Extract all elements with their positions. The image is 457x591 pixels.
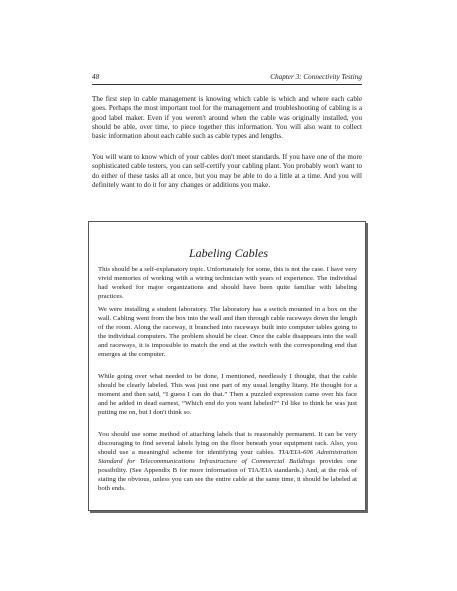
sidebar-paragraph-2: We were installing a student laboratory. The laboratory has a switch mounted in a box on the wall. Cabling went from the box into the wall and then through cable raceways down the length of the room. Along the raceway, it branched into raceways built into computer tables going to the individual computers. The problem should be clear. Once the cable disappears into the wall and raceways, it is impossible to match the end at the switch with the corresponding end that emerges at the computer. (98, 306, 357, 359)
sidebar-paragraph-4-text-a: You should use some method of attaching labels that is reasonably permanent. It can be very discouraging to find several labels lying on the floor beneath your equipment rack. Also, you should use a meaningful scheme for identifying your cables. (98, 431, 357, 457)
page-number: 48 (92, 73, 100, 81)
sidebar-paragraph-4 (98, 430, 357, 493)
body-paragraph-2: You will want to know which of your cables don't meet standards. If you have one of the more sophisticated cable testers, you can self-certify your cabling plant. You probably won't want to do either of these tasks all at once, but you may be able to do a little at a time. And you will definitely want to do it for any changes or additions you make. (92, 153, 362, 190)
sidebar-paragraph-1: This should be a self-explanatory topic. Unfortunately for some, this is not the case. I have very vivid memories of working with a wiring technician with years of experience. The individual had worked for major organizations and should have been quite familiar with labeling practices. (98, 266, 357, 301)
sidebar-title: Labeling Cables (188, 246, 268, 260)
sidebar-paragraph-3: While going over what needed to be done, I mentioned, needlessly I thought, that the cable should be clearly labeled. This was just one part of my usual lengthy litany. He thought for a moment and then said, “I guess I can do that.” Then a puzzled expression came over his face and he added in dead earnest, “Which end do you want labeled?” I'd like to think he was just putting me on, but I don't think so. (98, 373, 357, 417)
body-paragraph-1: The first step in cable management is knowing which cable is which and where each cable goes. Perhaps the most important tool for the management and troubleshooting of cabling is a good label maker. Even if you weren't around when the cable was originally installed, you should be able, over time, to piece together this information. You will also want to collect basic information about each cable such as cable types and lengths. (92, 95, 362, 141)
standard-title: TIA/EIA-606 Administration Standard for Telecommunications Infrastructure of Commercial Buildings (98, 449, 357, 466)
sidebar-paragraph-4-text-b: provides one possibility. (See Appendix B for more information of TIA/EIA standards.) And, at the risk of stating the obvious, unless you can see the entire cable at the same time, it should be labeled at both ends. (98, 458, 357, 493)
chapter-title: Chapter 3: Connectivity Testing (270, 73, 362, 81)
running-header (92, 73, 362, 85)
